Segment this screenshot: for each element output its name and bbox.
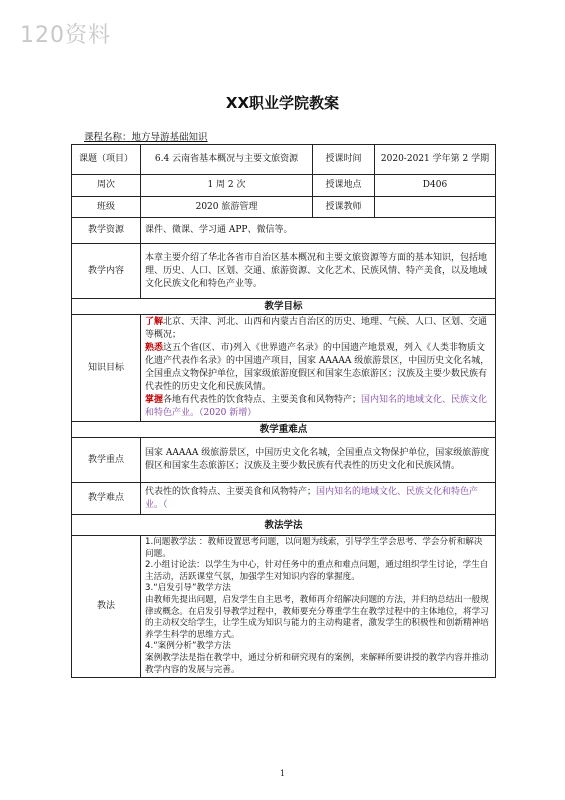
resources-value: 课件、微课、学习通 APP、微信等。 [141,218,496,244]
topic-value: 6.4 云南省基本概况与主要文旅资源 [141,145,313,175]
methods-label: 教法 [72,536,141,678]
page-number: 1 [279,769,286,778]
time-value: 2020-2021 学年第 2 学期 [375,145,496,175]
method-line: 4.“案例分析”教学方法 [145,641,231,652]
teacher-label: 授课教师 [313,197,375,218]
content-label: 教学内容 [72,244,141,299]
week-label: 周次 [72,175,141,197]
method-line: 3.“启发引导”教学方法 [145,583,231,594]
goal-text-familiar: 这五个省(区、市)列入《世界遗产名录》的中国遗产地景观，列入《人类非物质文化遗产代表作名录》的中国遗产项目，国家 AAAAA 级旅游景区，中国历史文化名城，全国重点文物保护单位，国家级旅游度假区和国家生态旅游区；汉族及主要少数民族有代表性的历史文化和民族风情。 [145,343,490,392]
difficulty-extra: 国内知名的地域文化、民族文化和特色产业。（ [145,486,479,510]
method-line: 2.小组讨论法：以学生为中心，针对任务中的重点和难点问题，通过组织学生讨论，学生自主活动，活跃课堂气氛，加强学生对知识内容的掌握度。 [145,560,489,582]
resources-label: 教学资源 [72,218,141,244]
knowledge-goal-label: 知识目标 [72,315,141,422]
time-label: 授课时间 [313,145,375,175]
goals-header: 教学目标 [72,299,496,315]
content-value: 本章主要介绍了华北各省市自治区基本概况和主要文旅资源等方面的基本知识，包括地理、历史、人口、区划、交通、旅游资源、文化艺术、民族风情、特产美食，以及地域文化民族文化和特色产业等。 [141,244,496,299]
teacher-value [375,197,496,218]
difficulty-value [141,483,496,515]
difficulty-text: 代表性的饮食特点、主要美食和风物特产； [145,486,317,497]
watermark: 120资料 [20,23,111,48]
document-title: XX职业学院教案 [225,94,340,112]
methods-value [141,536,496,678]
difficulty-label: 教学难点 [72,483,141,515]
method-line: 由教师先提出问题，启发学生自主思考，教师再介绍解决问题的方法，并归纳总结出一般规律或概念。在启发引导教学过程中，教师要充分尊重学生在教学过程中的主体地位，将学习的主动权交给学生，让学生成为知识与能力的主动构建者，激发学生的积极性和创新精神培养学生科学的思维方式。 [145,594,489,640]
keypoints-header: 教学重难点 [72,422,496,438]
class-label: 班级 [72,197,141,218]
class-value: 2020 旅游管理 [141,197,313,218]
method-line: 1.问题教学法 ：教师设置思考问题，以问题为线索，引导学生学会思考、学会分析和解决问题。 [145,537,483,559]
goal-text-new: 国内知名的地域文化、民族文化和特色产业。（2020 新增） [145,395,488,418]
method-line: 案例教学法是指在教学中，通过分析和研究现有的案例，来解释所要讲授的教学内容并推动教学内容的发展与完善。 [145,652,489,675]
knowledge-goal-value [141,315,496,422]
week-value: 1 周 2 次 [141,175,313,197]
topic-label: 课题（项目） [72,145,141,175]
focus-value: 国家 AAAAA 级旅游景区，中国历史文化名城，全国重点文物保护单位，国家级旅游度假区和国家生态旅游区；汉族及主要少数民族有代表性的历史文化和民族风情。 [141,438,496,483]
place-value: D406 [375,175,496,197]
place-label: 授课地点 [313,175,375,197]
methods-header: 教法学法 [72,515,496,536]
goal-text-master: 各地有代表性的饮食特点、主要美食和风物特产； [163,395,362,405]
goal-text-understand: 北京、天津、河北、山西和内蒙古自治区的历史、地理、气候、人口、区划、交通等概况； [145,317,488,340]
lesson-plan-table [71,144,496,678]
goal-key-familiar: 熟悉 [145,343,164,353]
goal-key-master: 掌握 [145,395,164,405]
focus-label: 教学重点 [72,438,141,483]
course-name: 课程名称：地方导游基础知识 [84,132,208,143]
goal-key-understand: 了解 [145,317,164,327]
